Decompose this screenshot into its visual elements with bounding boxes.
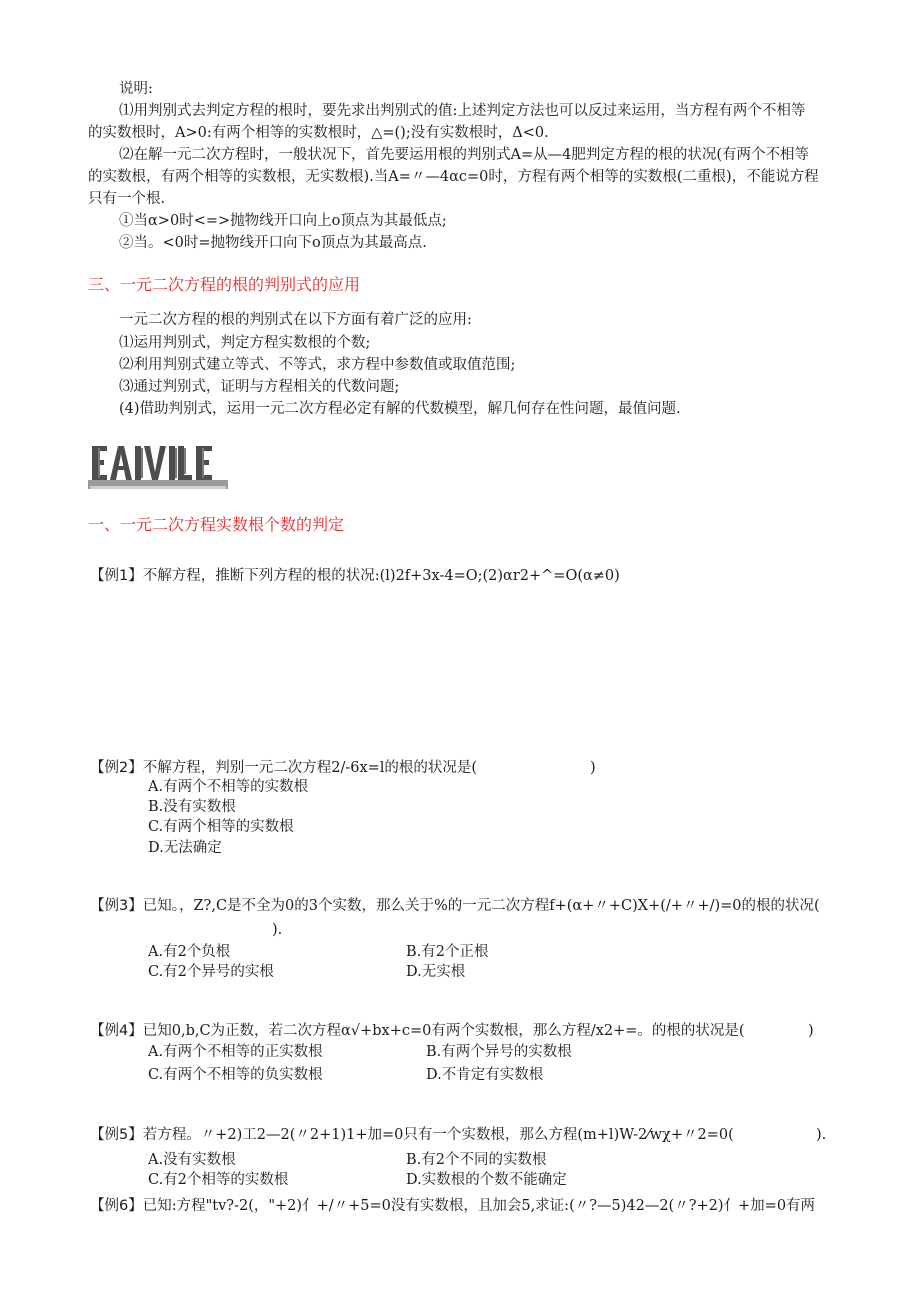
note-2-line-3: 只有一个根. <box>88 191 166 207</box>
example-banner-logo <box>88 440 228 492</box>
example-2-option-d: D.无法确定 <box>148 840 222 856</box>
example-2-option-a: A.有两个不相等的实数根 <box>148 779 309 795</box>
example-4-option-a: A.有两个不相等的正实数根 <box>148 1044 323 1060</box>
example-4-option-b: B.有两个异号的实数根 <box>426 1044 572 1060</box>
example-3-option-c: C.有2个异号的实根 <box>148 964 274 980</box>
example-2-option-c: C.有两个相等的实数根 <box>148 819 294 835</box>
example-2-label: 【例2】 <box>90 760 143 776</box>
example-5-text: 若方程。〃+2)工2—2(〃2+1)1+加=0只有一个实数根，那么方程(m+l)W-2⁄wχ+〃2=0( <box>142 1127 734 1143</box>
note-2-line-1: ⑵在解一元二次方程时，一般状况下，首先要运用根的判别式A=从—4肥判定方程的根的状况(有两个不相等 <box>119 147 809 163</box>
example-5-option-b: B.有2个不同的实数根 <box>406 1152 547 1168</box>
example-1-text: 不解方程，推断下列方程的根的状况:(l)2f+3x-4=O;(2)αr2+^=O(α≠0) <box>142 568 620 584</box>
example-3-text: 已知。，Z?,C是不全为0的3个实数，那么关于%的一元二次方程f+(α+〃+C)X+(/+〃+/)=0的根的状况( <box>142 898 820 914</box>
example-3-option-b: B.有2个正根 <box>406 944 489 960</box>
note-bullet-2: ②当。<0时=抛物线开口向下o顶点为其最高点. <box>119 235 427 251</box>
example-6-label: 【例6】 <box>90 1198 143 1214</box>
example-2-text: 不解方程，判别一元二次方程2/-6x=l的根的状况是( <box>142 760 478 776</box>
section-3-item-4: (4)借助判别式，运用一元二次方程必定有解的代数模型，解几何存在性问题，最值问题. <box>119 401 681 417</box>
note-1-line-2: 的实数根时，A>0:有两个相等的实数根时，△=();没有实数根时，Δ<0. <box>88 125 549 141</box>
example-4-label: 【例4】 <box>90 1023 143 1039</box>
section-3-item-2: ⑵利用判别式建立等式、不等式，求方程中参数值或取值范围; <box>119 357 516 373</box>
example-4-option-d: D.不肯定有实数根 <box>426 1067 544 1083</box>
example-4-text: 已知0,b,C为正数，若二次方程α√+bx+c=0有两个实数根，那么方程/x2+=。的根的状况是( <box>142 1023 745 1039</box>
example-3 <box>90 896 820 916</box>
example-5 <box>90 1125 734 1145</box>
example-5-option-c: C.有2个相等的实数根 <box>148 1172 289 1188</box>
example-3-option-a: A.有2个负根 <box>148 944 231 960</box>
section-1-heading: 一、一元二次方程实数根个数的判定 <box>88 515 345 534</box>
example-3-option-d: D.无实根 <box>406 964 466 980</box>
example-4 <box>90 1021 745 1041</box>
example-5-label: 【例5】 <box>90 1127 143 1143</box>
example-2 <box>90 758 477 778</box>
section-3-item-3: ⑶通过判别式，证明与方程相关的代数问题; <box>119 379 400 395</box>
example-4-option-c: C.有两个不相等的负实数根 <box>148 1067 323 1083</box>
example-5-option-d: D.实数根的个数不能确定 <box>406 1172 567 1188</box>
example-1 <box>90 566 620 586</box>
example-6-text: 已知:方程"tv?-2(，"+2)亻+/〃+5=0没有实数根，且加会5,求证:(〃?—5)42—2(〃?+2)亻+加=0有两 <box>142 1198 816 1214</box>
example-3-answer-bracket: ). <box>272 922 283 938</box>
example-1-label: 【例1】 <box>90 568 143 584</box>
example-5-option-a: A.没有实数根 <box>148 1152 236 1168</box>
example-2-answer-bracket: ) <box>590 760 596 776</box>
section-3-intro: 一元二次方程的根的判别式在以下方面有着广泛的应用: <box>119 312 472 328</box>
example-2-option-b: B.没有实数根 <box>148 799 236 815</box>
note-1-line-1: ⑴用判别式去判定方程的根时，要先求出判别式的值:上述判定方法也可以反过来运用，当方程有两个不相等 <box>119 103 806 119</box>
example-5-answer-bracket: ). <box>816 1127 827 1143</box>
notes-title: 说明: <box>119 81 153 97</box>
example-6 <box>90 1196 815 1216</box>
example-4-answer-bracket: ) <box>808 1023 814 1039</box>
note-bullet-1: ①当α>0时<=>抛物线开口向上o顶点为其最低点; <box>119 213 447 229</box>
section-3-item-1: ⑴运用判别式，判定方程实数根的个数; <box>119 335 371 351</box>
note-2-line-2: 的实数根，有两个相等的实数根，无实数根).当A=〃—4αc=0时，方程有两个相等的实数根(二重根)，不能说方程 <box>88 169 819 185</box>
section-3-heading: 三、一元二次方程的根的判别式的应用 <box>88 275 361 294</box>
example-3-label: 【例3】 <box>90 898 143 914</box>
